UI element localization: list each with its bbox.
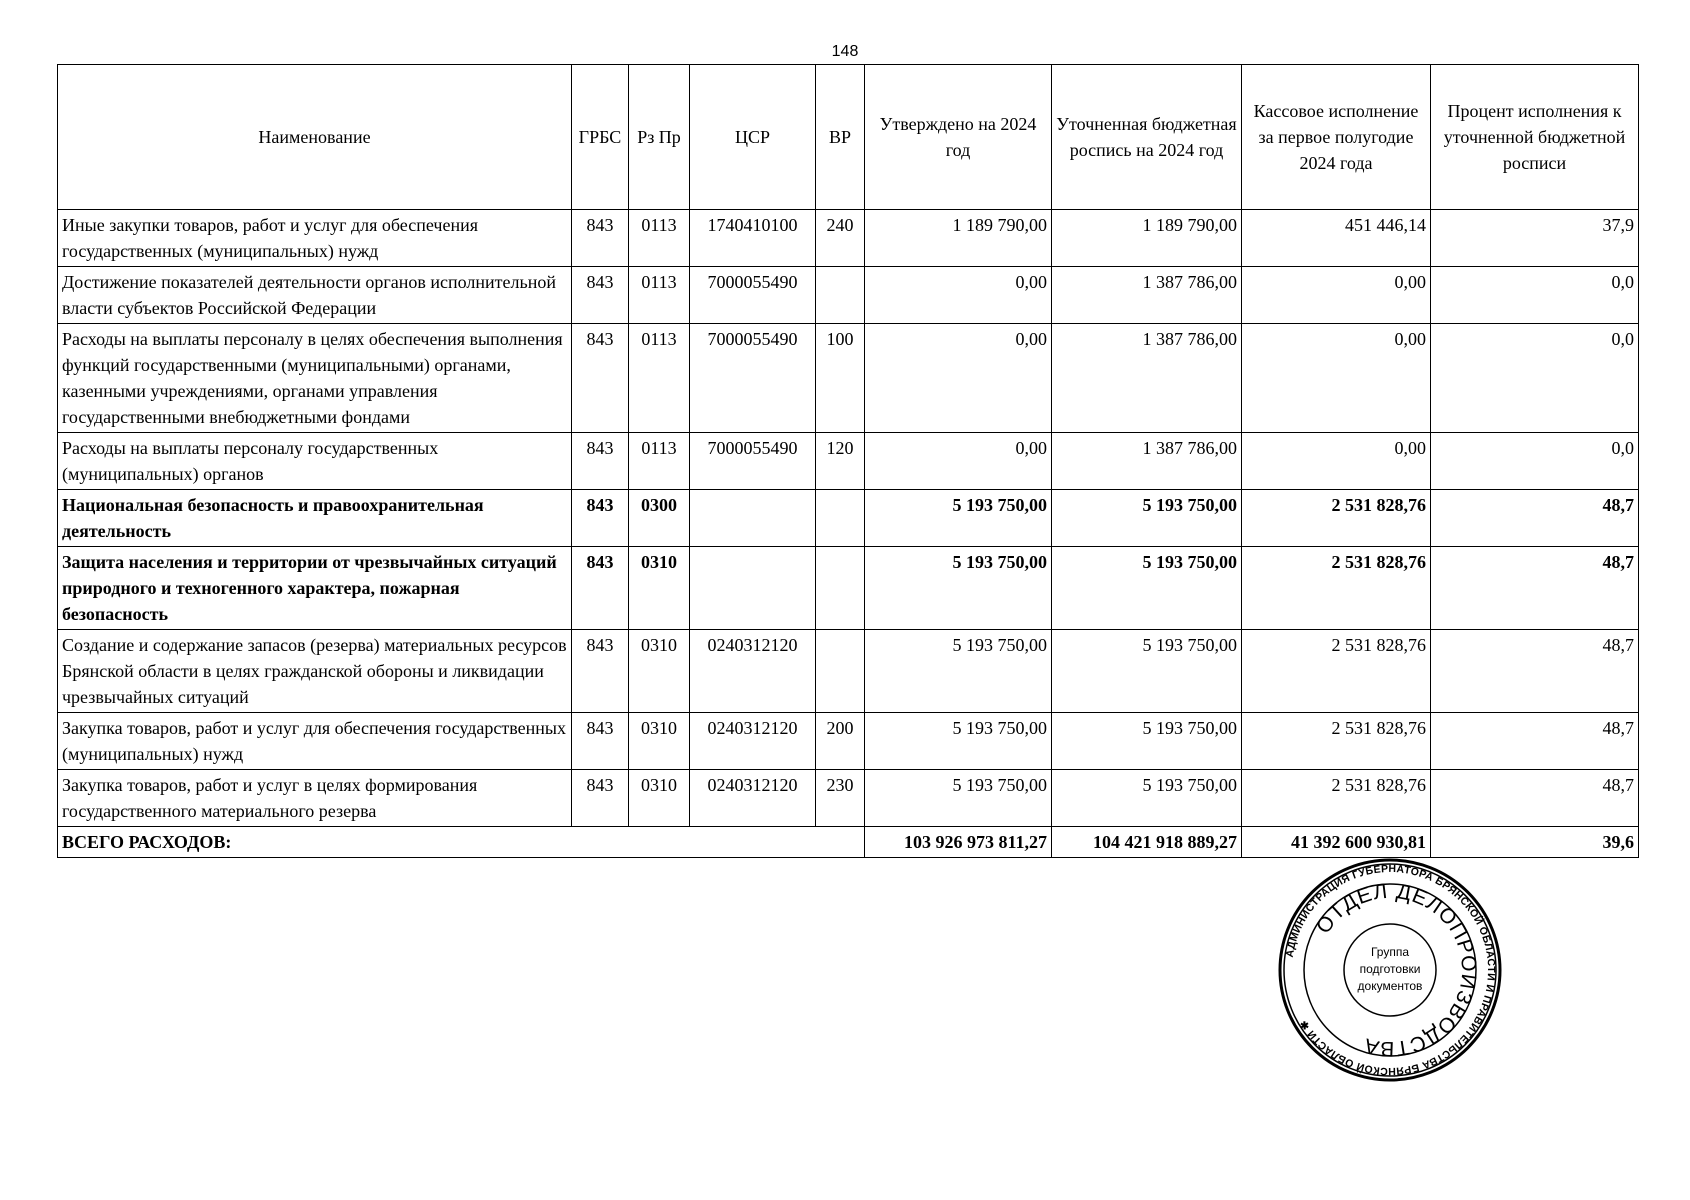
budget-execution-table: [57, 64, 1639, 858]
total-cash: 41 392 600 930,81: [1242, 827, 1431, 858]
header-cash: Кассовое исполнение за первое полугодие 2024 года: [1242, 65, 1431, 210]
cell-vr: [816, 267, 865, 324]
cell-name: Создание и содержание запасов (резерва) материальных ресурсов Брянской области в целях гражданской обороны и ликвидации чрезвычайных ситуаций: [58, 630, 572, 713]
cell-refined: 5 193 750,00: [1052, 630, 1242, 713]
cell-name: Защита населения и территории от чрезвычайных ситуаций природного и техногенного характера, пожарная безопасность: [58, 547, 572, 630]
table-body: [58, 210, 1639, 827]
cell-grbs: 843: [572, 490, 629, 547]
cell-percent: 48,7: [1431, 547, 1639, 630]
header-rzpr: Рз Пр: [629, 65, 690, 210]
cell-vr: 100: [816, 324, 865, 433]
cell-vr: [816, 630, 865, 713]
cell-refined: 5 193 750,00: [1052, 490, 1242, 547]
table-row: [58, 210, 1639, 267]
cell-vr: 240: [816, 210, 865, 267]
cell-name: Национальная безопасность и правоохранительная деятельность: [58, 490, 572, 547]
cell-percent: 0,0: [1431, 267, 1639, 324]
cell-name: Закупка товаров, работ и услуг для обеспечения государственных (муниципальных) нужд: [58, 713, 572, 770]
table-row: [58, 547, 1639, 630]
cell-cash: 2 531 828,76: [1242, 547, 1431, 630]
page-number: 148: [831, 43, 859, 60]
cell-percent: 48,7: [1431, 630, 1639, 713]
cell-percent: 0,0: [1431, 324, 1639, 433]
cell-grbs: 843: [572, 324, 629, 433]
stamp-center-line1: Группа: [1370, 945, 1410, 959]
cell-approved: 5 193 750,00: [865, 630, 1052, 713]
cell-approved: 0,00: [865, 267, 1052, 324]
cell-refined: 1 387 786,00: [1052, 324, 1242, 433]
office-stamp: [1278, 858, 1502, 1082]
cell-vr: 120: [816, 433, 865, 490]
table-row: [58, 490, 1639, 547]
table-row: [58, 267, 1639, 324]
cell-cash: 451 446,14: [1242, 210, 1431, 267]
cell-vr: 230: [816, 770, 865, 827]
header-vr: ВР: [816, 65, 865, 210]
cell-grbs: 843: [572, 770, 629, 827]
cell-refined: 1 387 786,00: [1052, 433, 1242, 490]
stamp-center-line3: документов: [1357, 979, 1423, 993]
cell-csr: 1740410100: [690, 210, 816, 267]
cell-cash: 2 531 828,76: [1242, 713, 1431, 770]
cell-rzpr: 0300: [629, 490, 690, 547]
cell-approved: 5 193 750,00: [865, 547, 1052, 630]
total-percent: 39,6: [1431, 827, 1639, 858]
cell-rzpr: 0113: [629, 210, 690, 267]
total-approved: 103 926 973 811,27: [865, 827, 1052, 858]
cell-vr: [816, 547, 865, 630]
header-csr: ЦСР: [690, 65, 816, 210]
cell-cash: 0,00: [1242, 324, 1431, 433]
header-refined: Уточненная бюджетная роспись на 2024 год: [1052, 65, 1242, 210]
cell-grbs: 843: [572, 630, 629, 713]
cell-grbs: 843: [572, 547, 629, 630]
cell-csr: 7000055490: [690, 324, 816, 433]
cell-csr: 0240312120: [690, 713, 816, 770]
cell-csr: 7000055490: [690, 433, 816, 490]
cell-percent: 48,7: [1431, 770, 1639, 827]
cell-approved: 0,00: [865, 433, 1052, 490]
cell-vr: 200: [816, 713, 865, 770]
cell-csr: 7000055490: [690, 267, 816, 324]
cell-approved: 5 193 750,00: [865, 770, 1052, 827]
cell-refined: 5 193 750,00: [1052, 547, 1242, 630]
total-refined: 104 421 918 889,27: [1052, 827, 1242, 858]
table-header-row: [58, 65, 1639, 210]
cell-grbs: 843: [572, 210, 629, 267]
table-row: [58, 713, 1639, 770]
cell-csr: 0240312120: [690, 630, 816, 713]
cell-name: Расходы на выплаты персоналу государственных (муниципальных) органов: [58, 433, 572, 490]
cell-rzpr: 0113: [629, 324, 690, 433]
cell-refined: 5 193 750,00: [1052, 713, 1242, 770]
cell-refined: 1 189 790,00: [1052, 210, 1242, 267]
cell-approved: 1 189 790,00: [865, 210, 1052, 267]
cell-cash: 0,00: [1242, 433, 1431, 490]
cell-rzpr: 0310: [629, 713, 690, 770]
cell-percent: 48,7: [1431, 490, 1639, 547]
cell-rzpr: 0113: [629, 267, 690, 324]
table-row: [58, 324, 1639, 433]
cell-name: Иные закупки товаров, работ и услуг для обеспечения государственных (муниципальных) нужд: [58, 210, 572, 267]
cell-rzpr: 0310: [629, 630, 690, 713]
cell-vr: [816, 490, 865, 547]
cell-csr: 0240312120: [690, 770, 816, 827]
cell-csr: [690, 490, 816, 547]
cell-cash: 2 531 828,76: [1242, 770, 1431, 827]
cell-rzpr: 0310: [629, 770, 690, 827]
cell-percent: 37,9: [1431, 210, 1639, 267]
cell-rzpr: 0310: [629, 547, 690, 630]
cell-cash: 0,00: [1242, 267, 1431, 324]
table-row: [58, 770, 1639, 827]
stamp-middle-text: ОТДЕЛ ДЕЛОПРОИЗВОДСТВА: [1311, 879, 1481, 1061]
table-row: [58, 630, 1639, 713]
cell-approved: 0,00: [865, 324, 1052, 433]
cell-refined: 1 387 786,00: [1052, 267, 1242, 324]
header-approved: Утверждено на 2024 год: [865, 65, 1052, 210]
cell-approved: 5 193 750,00: [865, 490, 1052, 547]
cell-csr: [690, 547, 816, 630]
cell-cash: 2 531 828,76: [1242, 490, 1431, 547]
cell-rzpr: 0113: [629, 433, 690, 490]
header-percent: Процент исполнения к уточненной бюджетной росписи: [1431, 65, 1639, 210]
stamp-outer-text: АДМИНИСТРАЦИЯ ГУБЕРНАТОРА БРЯНСКОЙ ОБЛАСТИ И ПРАВИТЕЛЬСТВА БРЯНСКОЙ ОБЛАСТИ ✱: [1283, 862, 1498, 1078]
total-label: ВСЕГО РАСХОДОВ:: [58, 827, 865, 858]
cell-name: Достижение показателей деятельности органов исполнительной власти субъектов Российской Федерации: [58, 267, 572, 324]
cell-refined: 5 193 750,00: [1052, 770, 1242, 827]
stamp-center-line2: подготовки: [1359, 962, 1421, 976]
cell-grbs: 843: [572, 433, 629, 490]
cell-cash: 2 531 828,76: [1242, 630, 1431, 713]
header-name: Наименование: [58, 65, 572, 210]
cell-name: Закупка товаров, работ и услуг в целях формирования государственного материального резерва: [58, 770, 572, 827]
total-row: [58, 827, 1639, 858]
header-grbs: ГРБС: [572, 65, 629, 210]
cell-percent: 48,7: [1431, 713, 1639, 770]
cell-grbs: 843: [572, 713, 629, 770]
cell-approved: 5 193 750,00: [865, 713, 1052, 770]
cell-name: Расходы на выплаты персоналу в целях обеспечения выполнения функций государственными (муниципальными) органами, казенными учреждениями, органами управления государственными внебюджетными фондами: [58, 324, 572, 433]
cell-percent: 0,0: [1431, 433, 1639, 490]
cell-grbs: 843: [572, 267, 629, 324]
table-row: [58, 433, 1639, 490]
